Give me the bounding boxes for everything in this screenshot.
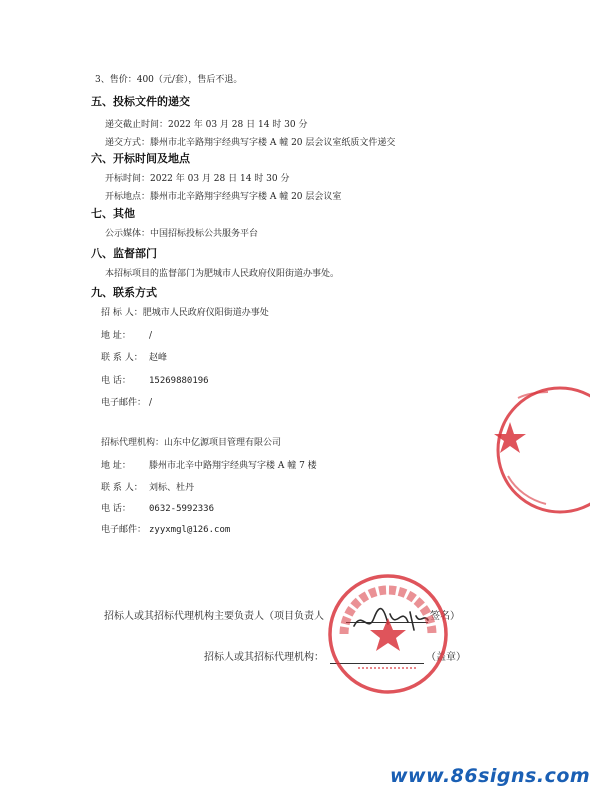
agency-email: zyyxmgl@126.com (149, 525, 231, 535)
submission-method: 递交方式：滕州市北辛路翔宇经典写字楼 A 幢 20 层会议室纸质文件递交 (105, 138, 396, 148)
opening-time: 开标时间：2022 年 03 月 28 日 14 时 30 分 (105, 174, 290, 184)
signature-line-text: 招标人或其招标代理机构主要负责人（项目负责人 (104, 611, 324, 622)
tenderer-name: 肥城市人民政府仪阳街道办事处 (142, 308, 269, 318)
section-5-heading: 五、投标文件的递交 (91, 95, 190, 108)
tenderer-email-label: 电子邮件： (101, 398, 147, 408)
seal-line-label: 招标人或其招标代理机构： (204, 652, 324, 663)
tenderer-name-label: 招 标 人： (101, 308, 143, 318)
tenderer-name-row (101, 307, 269, 319)
agency-phone-row (101, 503, 214, 515)
agency-contact-label: 联 系 人： (101, 483, 143, 493)
agency-name-row (101, 437, 281, 449)
tenderer-address-row (101, 330, 152, 342)
agency-contact-row (101, 482, 194, 494)
agency-email-label: 电子邮件： (101, 525, 147, 535)
tenderer-contact-row (101, 352, 167, 364)
tenderer-phone-label: 电 话： (101, 376, 131, 386)
company-seal (326, 572, 450, 696)
section-9-heading: 九、联系方式 (91, 286, 157, 299)
signature-suffix: 签名） (430, 611, 460, 622)
supervision-text: 本招标项目的监督部门为肥城市人民政府仪阳街道办事处。 (105, 269, 340, 279)
agency-name: 山东中亿源项目管理有限公司 (164, 438, 282, 448)
submission-deadline: 递交截止时间：2022 年 03 月 28 日 14 时 30 分 (105, 120, 308, 130)
agency-contact: 刘标、杜丹 (149, 483, 195, 493)
section-8-heading: 八、监督部门 (91, 247, 157, 260)
section-6-heading: 六、开标时间及地点 (91, 152, 190, 165)
company-seal-partial (486, 380, 563, 520)
agency-name-label: 招标代理机构： (101, 438, 165, 448)
agency-phone-label: 电 话： (101, 504, 131, 514)
price-line: 3、售价：400（元/套），售后不退。 (95, 75, 243, 85)
section-7-heading: 七、其他 (91, 207, 135, 220)
agency-phone: 0632-5992336 (149, 504, 215, 514)
tenderer-contact-label: 联 系 人： (101, 353, 143, 363)
opening-place: 开标地点：滕州市北辛路翔宇经典写字楼 A 幢 20 层会议室 (105, 192, 342, 202)
tenderer-phone: 15269880196 (149, 376, 209, 386)
tenderer-email-row (101, 397, 152, 409)
watermark-url: www.86signs.com (390, 765, 590, 787)
agency-address: 滕州市北辛中路翔宇经典写字楼 A 幢 7 楼 (149, 461, 317, 471)
agency-address-label: 地 址： (101, 461, 131, 471)
tenderer-address-label: 地 址： (101, 331, 131, 341)
tenderer-contact: 赵峰 (149, 353, 168, 363)
seal-suffix: （盖章） (426, 652, 466, 663)
publicity-media: 公示媒体：中国招标投标公共服务平台 (105, 229, 259, 239)
tenderer-address: / (149, 331, 153, 341)
tenderer-phone-row (101, 375, 209, 387)
tenderer-email: / (149, 398, 153, 408)
agency-email-row (101, 524, 230, 536)
agency-address-row (101, 460, 317, 472)
